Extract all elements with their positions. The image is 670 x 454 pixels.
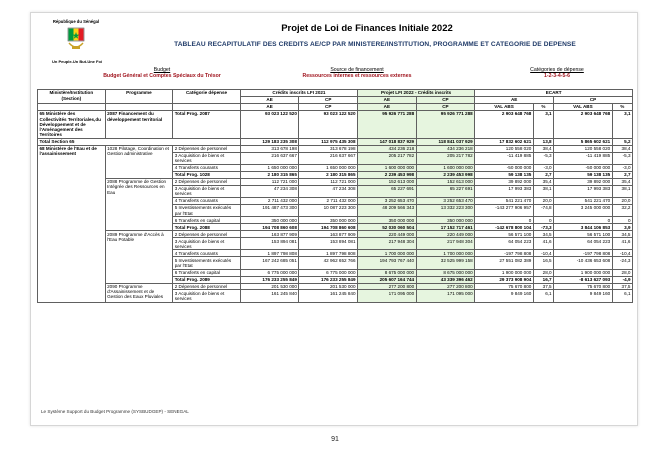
cell-ae21: 161 245 840 — [240, 290, 299, 302]
cell-ae21: 176 233 255 849 — [240, 276, 299, 283]
cell-cp22: 17 152 717 461 — [416, 224, 475, 231]
document-page — [30, 12, 638, 426]
cell-ae21: 167 242 685 051 — [240, 257, 299, 269]
cell-cp22: 32 525 999 158 — [416, 257, 475, 269]
cell-cp21: 153 894 081 — [299, 238, 358, 250]
cell-ae-abs: 27 551 082 389 — [475, 257, 534, 269]
cell-ae-abs: 9 849 160 — [475, 290, 534, 302]
header-ecart-ae: AE — [475, 96, 554, 103]
cell-ae22: 350 000 000 — [358, 217, 417, 224]
cell-cp-pct: 37,5 — [612, 283, 632, 290]
cell-ae-abs: -50 000 000 — [475, 164, 534, 171]
cell-ae21: 2 180 315 865 — [240, 171, 299, 178]
cell-categorie: 3 Acquisition de biens et services — [173, 185, 241, 197]
cell-cp22: 277 200 800 — [416, 283, 475, 290]
header-pct-ae: % — [533, 103, 553, 110]
cell-cp-abs: 39 892 000 — [554, 178, 613, 185]
cell-ae-abs: 0 — [475, 217, 534, 224]
header-pct-cp: % — [612, 103, 632, 110]
cell-cp21: 6 775 000 000 — [299, 269, 358, 276]
cell-ae21: 129 183 235 308 — [240, 138, 299, 145]
cell-cp-pct: -4,9 — [612, 276, 632, 283]
header-lfi2022: Projet LFI 2022 - Crédits inscrits — [358, 90, 475, 97]
cell-cp-abs: -11 419 885 — [554, 152, 613, 164]
cell-programme: 2089 Programme d'Accès à l'Eau Potable — [105, 231, 173, 283]
cell-cp-abs: -10 436 653 608 — [554, 257, 613, 269]
cell-ae21: 112 721 000 — [240, 178, 299, 185]
cell-ae21: 6 775 000 000 — [240, 269, 299, 276]
table-row — [38, 138, 633, 145]
cell-ae22: 2 239 453 998 — [358, 171, 417, 178]
cell-ae-pct: 35,4 — [533, 178, 553, 185]
cell-cp-pct: 28,0 — [612, 269, 632, 276]
cell-cp-abs: -8 613 627 093 — [554, 276, 613, 283]
cell-cp-abs: 2 903 648 768 — [554, 110, 613, 138]
cell-cp-pct: -5,3 — [612, 152, 632, 164]
cell-cp-pct: 38,4 — [612, 145, 632, 152]
cell-cp-pct: 41,6 — [612, 238, 632, 250]
cell-ae-pct: 13,8 — [533, 138, 553, 145]
cell-cp22: 171 095 000 — [416, 290, 475, 302]
cell-cp-abs: 64 054 223 — [554, 238, 613, 250]
cell-cp21: 216 637 667 — [299, 152, 358, 164]
cell-ae-abs: -142 678 800 104 — [475, 224, 534, 231]
cell-ae22: 152 613 000 — [358, 178, 417, 185]
cell-cp-pct: -3,0 — [612, 164, 632, 171]
national-motto: Un Peuple-Un But-Une Foi — [52, 59, 102, 64]
cell-cp21: 163 877 909 — [299, 231, 358, 238]
table-row — [38, 145, 633, 152]
header-val-abs-ae: VAL ABS — [475, 103, 534, 110]
section-total-label: Total Section 65 — [38, 138, 241, 145]
cell-cp21: 42 962 652 766 — [299, 257, 358, 269]
cell-cp-abs: 3 245 000 000 — [554, 205, 613, 217]
cell-cp-pct: 35,4 — [612, 178, 632, 185]
cell-ae-abs: 56 571 100 — [475, 231, 534, 238]
cell-cp22: 2 239 453 998 — [416, 171, 475, 178]
cell-cp-abs: 3 844 106 853 — [554, 224, 613, 231]
header-cp-2022: CP — [416, 96, 475, 103]
cell-ae21: 163 877 909 — [240, 231, 299, 238]
cell-cp21: 2 180 315 865 — [299, 171, 358, 178]
cell-cp-abs: 5 865 602 621 — [554, 138, 613, 145]
header-val-abs-cp: VAL ABS — [554, 103, 613, 110]
header-ministere: Ministère/Institution (Section) — [38, 90, 106, 104]
cell-ministere: 68 Ministère de l'Eau et de l'assainissement — [38, 145, 106, 302]
cell-cp-abs: -50 000 000 — [554, 164, 613, 171]
cell-programme: 2088 Programme de Gestion Intégrée des Ressources en Eau — [105, 178, 173, 230]
budget-value: Budget Général et Comptes Spéciaux du Trésor — [103, 73, 221, 79]
cell-ae-pct: 3,1 — [533, 110, 553, 138]
cell-categorie: 5 Investissements exécutés par l'Etat — [173, 257, 241, 269]
page-subtitle: TABLEAU RECAPITULATIF DES CREDITS AE/CP PAR MINISTERE/INSTITUTION, PROGRAMME ET CATEGORIE DE DEPENSE — [174, 41, 576, 48]
document-header — [37, 19, 633, 71]
cell-ae21: 350 000 000 — [240, 217, 299, 224]
cell-programme: 1028 Pilotage, Coordination et Gestion administrative — [105, 145, 173, 178]
cell-cp22: 152 613 000 — [416, 178, 475, 185]
cell-ae21: 216 637 667 — [240, 152, 299, 164]
cell-ae-pct: 41,6 — [533, 238, 553, 250]
source-value: Ressources internes et ressources externes — [302, 73, 412, 79]
cell-ae-pct: 0 — [533, 217, 553, 224]
categories-label: Catégories de dépense — [530, 67, 584, 73]
cell-ae22: 194 793 767 440 — [358, 257, 417, 269]
cell-categorie: 4 Transferts courants — [173, 198, 241, 205]
cell-ae21: 47 234 308 — [240, 185, 299, 197]
cell-ae21: 194 708 860 608 — [240, 224, 299, 231]
cell-ae22: 434 236 218 — [358, 145, 417, 152]
cell-ae-pct: 6,1 — [533, 290, 553, 302]
cell-cp-abs: 56 571 100 — [554, 231, 613, 238]
senegal-emblem-icon — [67, 27, 85, 53]
table-row — [38, 283, 633, 290]
cell-cp-pct: 6,1 — [612, 290, 632, 302]
cell-cp-abs: 17 993 383 — [554, 185, 613, 197]
cell-ae21: 93 023 122 520 — [240, 110, 299, 138]
cell-categorie: 6 Transferts en capital — [173, 269, 241, 276]
cell-categorie: Total Prog. 2088 — [173, 224, 241, 231]
cell-ae-pct: -74,8 — [533, 205, 553, 217]
cell-ae-pct: 16,5 — [533, 257, 553, 269]
cell-categorie: 3 Acquisition de biens et services — [173, 238, 241, 250]
header-lfi2021: Crédits inscrits LFI 2021 — [240, 90, 357, 97]
header-ecart-cp: CP — [554, 96, 633, 103]
cell-cp-abs: 541 221 470 — [554, 198, 613, 205]
credits-table — [37, 89, 633, 303]
cell-ae22: 48 209 566 343 — [358, 205, 417, 217]
cell-cp21: 47 234 308 — [299, 185, 358, 197]
cell-categorie: 2 Dépenses de personnel — [173, 231, 241, 238]
cell-categorie: Total Prog. 2087 — [173, 110, 241, 138]
cell-cp-abs: 75 670 800 — [554, 283, 613, 290]
cell-programme: 2090 Programme d'Assainissement et de Gestion des Eaux Pluviales — [105, 283, 173, 302]
cell-categorie: 2 Dépenses de personnel — [173, 283, 241, 290]
cell-ae22: 147 018 837 929 — [358, 138, 417, 145]
header-ae-2022: AE — [358, 96, 417, 103]
cell-ae22: 3 252 653 470 — [358, 198, 417, 205]
cell-categorie: Total Prog. 2089 — [173, 276, 241, 283]
header-cp21-sub: CP — [299, 103, 358, 110]
cell-cp-pct: 2,7 — [612, 171, 632, 178]
cell-categorie: 2 Dépenses de personnel — [173, 145, 241, 152]
cell-cp21: 176 233 255 849 — [299, 276, 358, 283]
cell-cp-abs: 0 — [554, 217, 613, 224]
cell-ae-abs: 541 221 470 — [475, 198, 534, 205]
cell-ae-abs: 17 993 383 — [475, 185, 534, 197]
cell-ae22: 65 227 691 — [358, 185, 417, 197]
header-programme: Programme — [105, 90, 173, 104]
page-number: 91 — [331, 436, 339, 443]
cell-ae21: 1 897 798 808 — [240, 250, 299, 257]
table-body — [38, 110, 633, 302]
cell-ae-pct: 2,7 — [533, 171, 553, 178]
cell-ae-pct: 28,0 — [533, 269, 553, 276]
cell-ae-abs: 1 900 000 000 — [475, 269, 534, 276]
cell-cp22: 43 339 396 462 — [416, 276, 475, 283]
cell-ae-pct: 34,5 — [533, 231, 553, 238]
cell-cp-pct: 0 — [612, 217, 632, 224]
cell-ae22: 1 600 000 000 — [358, 164, 417, 171]
cell-cp21: 2 711 432 000 — [299, 198, 358, 205]
cell-cp22: 434 236 218 — [416, 145, 475, 152]
cell-categorie: 2 Dépenses de personnel — [173, 178, 241, 185]
header-ae21-sub: AE — [240, 103, 299, 110]
cell-categorie: 5 Investissements exécutés par l'Etat — [173, 205, 241, 217]
header-cp22-sub: CP — [416, 103, 475, 110]
cell-ae21: 1 650 000 000 — [240, 164, 299, 171]
cell-ae-abs: -143 277 906 957 — [475, 205, 534, 217]
header-ae-2021: AE — [240, 96, 299, 103]
cell-cp21: 313 678 198 — [299, 145, 358, 152]
cell-programme: 2087 Financement du développement territorial — [105, 110, 173, 138]
cell-cp21: 112 721 000 — [299, 178, 358, 185]
cell-ae22: 205 607 164 744 — [358, 276, 417, 283]
cell-cp21: 1 650 000 000 — [299, 164, 358, 171]
cell-ae-abs: 75 670 800 — [475, 283, 534, 290]
cell-categorie: 4 Transferts courants — [173, 250, 241, 257]
cell-cp-pct: 38,1 — [612, 185, 632, 197]
cell-ae-abs: 29 373 908 904 — [475, 276, 534, 283]
cell-ae-abs: 39 892 000 — [475, 178, 534, 185]
header-categorie: Catégorie dépense — [173, 90, 241, 104]
cell-ae-pct: -5,3 — [533, 152, 553, 164]
cell-ae22: 95 926 771 288 — [358, 110, 417, 138]
cell-ae-abs: 120 558 020 — [475, 145, 534, 152]
header-cp-2021: CP — [299, 96, 358, 103]
cell-cp21: 1 897 798 808 — [299, 250, 358, 257]
cell-cp21: 194 708 860 608 — [299, 224, 358, 231]
cell-cp-pct: 3,9 — [612, 224, 632, 231]
country-name: République du Sénégal — [52, 19, 100, 24]
cell-ae-abs: 59 138 135 — [475, 171, 534, 178]
cell-cp22: 220 449 000 — [416, 231, 475, 238]
cell-cp-abs: 59 138 135 — [554, 171, 613, 178]
cell-ae22: 52 030 060 504 — [358, 224, 417, 231]
cell-cp22: 1 700 000 000 — [416, 250, 475, 257]
cell-ae22: 8 675 000 000 — [358, 269, 417, 276]
cell-ae-pct: 20,0 — [533, 198, 553, 205]
cell-cp-pct: -24,3 — [612, 257, 632, 269]
cell-cp22: 205 217 782 — [416, 152, 475, 164]
cell-ae21: 153 894 081 — [240, 238, 299, 250]
cell-categorie: 3 Acquisition de biens et services — [173, 290, 241, 302]
cell-ae-abs: 2 903 648 768 — [475, 110, 534, 138]
cell-ae22: 205 217 782 — [358, 152, 417, 164]
cell-categorie: 3 Acquisition de biens et services — [173, 152, 241, 164]
cell-cp-abs: 9 849 160 — [554, 290, 613, 302]
cell-cp21: 201 530 000 — [299, 283, 358, 290]
cell-cp-pct: -10,4 — [612, 250, 632, 257]
cell-cp21: 93 023 122 520 — [299, 110, 358, 138]
cell-cp-pct: 20,0 — [612, 198, 632, 205]
cell-ae-pct: 38,1 — [533, 185, 553, 197]
cell-ae-pct: 37,5 — [533, 283, 553, 290]
cell-cp22: 95 926 771 288 — [416, 110, 475, 138]
cell-categorie: 4 Transferts courants — [173, 164, 241, 171]
cell-cp21: 161 245 840 — [299, 290, 358, 302]
cell-cp-abs: 1 900 000 000 — [554, 269, 613, 276]
footer-text: Le Système Support du Budget Programme (SYSBUDGEP) - SENEGAL — [41, 409, 189, 414]
cell-ae22: 277 200 800 — [358, 283, 417, 290]
cell-ae22: 220 449 000 — [358, 231, 417, 238]
budget-meta — [37, 67, 633, 87]
cell-cp-pct: 32,2 — [612, 205, 632, 217]
cell-cp21: 112 975 435 308 — [299, 138, 358, 145]
cell-cp22: 3 252 653 470 — [416, 198, 475, 205]
cell-cp-pct: 5,2 — [612, 138, 632, 145]
cell-cp-pct: 3,1 — [612, 110, 632, 138]
cell-ae-pct: -10,4 — [533, 250, 553, 257]
cell-ae21: 313 678 198 — [240, 145, 299, 152]
cell-cp22: 65 227 691 — [416, 185, 475, 197]
cell-cp22: 1 600 000 000 — [416, 164, 475, 171]
cell-cp22: 13 332 223 300 — [416, 205, 475, 217]
cell-cp-pct: 34,5 — [612, 231, 632, 238]
cell-ae-pct: 16,7 — [533, 276, 553, 283]
cell-ae-abs: 17 832 602 621 — [475, 138, 534, 145]
cell-ae21: 191 487 473 300 — [240, 205, 299, 217]
cell-ae-pct: 38,4 — [533, 145, 553, 152]
page-title: Projet de Loi de Finances Initiale 2022 — [281, 23, 453, 34]
categories-value: 1-2-3-4-5-6 — [544, 73, 570, 79]
cell-categorie: 6 Transferts en capital — [173, 217, 241, 224]
cell-ae-abs: 64 054 223 — [475, 238, 534, 250]
cell-ae22: 171 095 000 — [358, 290, 417, 302]
cell-ae22: 1 700 000 000 — [358, 250, 417, 257]
cell-ae-pct: -3,0 — [533, 164, 553, 171]
table-row — [38, 178, 633, 185]
cell-ministere: 65 Ministère des Collectivités Territoriales,du Développement et de l'Aménagement des Territoires — [38, 110, 106, 138]
cell-cp21: 350 000 000 — [299, 217, 358, 224]
header-ecart: ECART — [475, 90, 633, 97]
cell-cp-abs: -197 798 808 — [554, 250, 613, 257]
cell-cp22: 217 948 304 — [416, 238, 475, 250]
cell-cp22: 118 841 037 929 — [416, 138, 475, 145]
cell-ae21: 2 711 432 000 — [240, 198, 299, 205]
budget-label: Budget — [153, 67, 171, 73]
cell-ae-pct: -73,3 — [533, 224, 553, 231]
cell-cp-abs: 120 558 020 — [554, 145, 613, 152]
source-label: Source de financement — [330, 67, 384, 73]
table-row — [38, 110, 633, 138]
cell-ae22: 217 948 304 — [358, 238, 417, 250]
cell-cp22: 8 675 000 000 — [416, 269, 475, 276]
cell-categorie: Total Prog. 1028 — [173, 171, 241, 178]
header-ae22-sub: AE — [358, 103, 417, 110]
table-row — [38, 231, 633, 238]
cell-ae-abs: -11 419 885 — [475, 152, 534, 164]
cell-ae-abs: -197 798 808 — [475, 250, 534, 257]
cell-cp22: 350 000 000 — [416, 217, 475, 224]
cell-cp21: 10 087 223 300 — [299, 205, 358, 217]
cell-ae21: 201 530 000 — [240, 283, 299, 290]
